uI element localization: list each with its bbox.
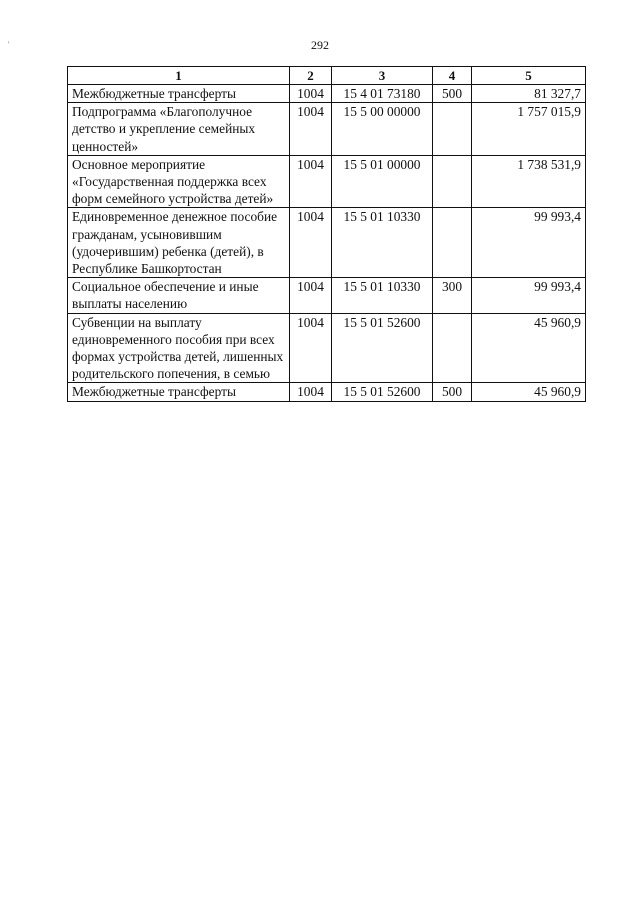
- row-amount: 45 960,9: [472, 383, 586, 401]
- row-type: 500: [433, 383, 472, 401]
- row-type: [433, 208, 472, 278]
- row-type: [433, 103, 472, 156]
- row-code: 15 5 01 10330: [332, 278, 433, 313]
- row-name: Межбюджетные трансферты: [68, 85, 290, 103]
- row-section: 1004: [290, 313, 332, 383]
- row-name: Социальное обеспечение и иные выплаты населению: [68, 278, 290, 313]
- header-col-5: 5: [472, 67, 586, 85]
- row-amount: 81 327,7: [472, 85, 586, 103]
- table-row: [68, 383, 586, 401]
- table-header-row: [68, 67, 586, 85]
- row-section: 1004: [290, 383, 332, 401]
- row-type: 500: [433, 85, 472, 103]
- row-section: 1004: [290, 103, 332, 156]
- row-type: [433, 155, 472, 208]
- header-col-3: 3: [332, 67, 433, 85]
- row-name: Межбюджетные трансферты: [68, 383, 290, 401]
- row-code: 15 4 01 73180: [332, 85, 433, 103]
- row-name: Единовременное денежное пособие гражданам, усыновившим (удочерившим) ребенка (детей), в Республике Башкортостан: [68, 208, 290, 278]
- table-row: [68, 155, 586, 208]
- row-code: 15 5 01 52600: [332, 313, 433, 383]
- row-name: Основное мероприятие «Государственная поддержка всех форм семейного устройства детей»: [68, 155, 290, 208]
- table-row: [68, 103, 586, 156]
- row-code: 15 5 00 00000: [332, 103, 433, 156]
- row-code: 15 5 01 52600: [332, 383, 433, 401]
- budget-table: [67, 66, 586, 402]
- row-name: Субвенции на выплату единовременного пособия при всех формах устройства детей, лишенных родительского попечения, в семью: [68, 313, 290, 383]
- scan-speck: ': [8, 40, 10, 49]
- table-row: [68, 85, 586, 103]
- row-amount: 1 738 531,9: [472, 155, 586, 208]
- table-row: [68, 278, 586, 313]
- header-col-4: 4: [433, 67, 472, 85]
- row-code: 15 5 01 00000: [332, 155, 433, 208]
- row-section: 1004: [290, 85, 332, 103]
- row-section: 1004: [290, 155, 332, 208]
- page-number: 292: [311, 38, 329, 52]
- row-amount: 45 960,9: [472, 313, 586, 383]
- row-type: [433, 313, 472, 383]
- table-row: [68, 313, 586, 383]
- header-col-2: 2: [290, 67, 332, 85]
- row-code: 15 5 01 10330: [332, 208, 433, 278]
- row-amount: 1 757 015,9: [472, 103, 586, 156]
- table-row: [68, 208, 586, 278]
- row-name: Подпрограмма «Благополучное детство и укрепление семейных ценностей»: [68, 103, 290, 156]
- row-amount: 99 993,4: [472, 208, 586, 278]
- row-section: 1004: [290, 278, 332, 313]
- row-section: 1004: [290, 208, 332, 278]
- row-amount: 99 993,4: [472, 278, 586, 313]
- header-col-1: 1: [68, 67, 290, 85]
- row-type: 300: [433, 278, 472, 313]
